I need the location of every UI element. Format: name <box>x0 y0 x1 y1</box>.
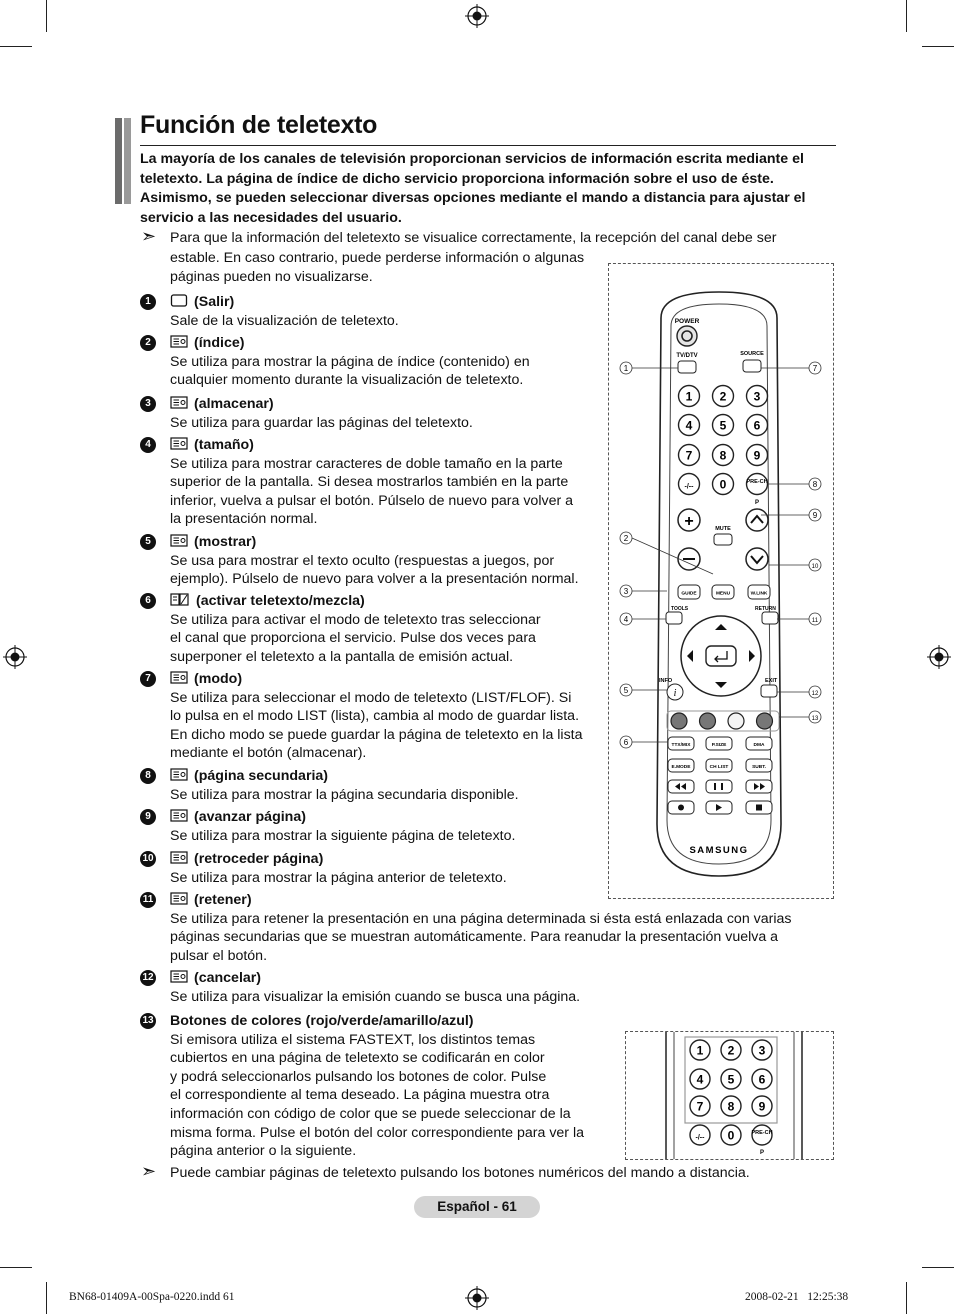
teletext-page-down-icon <box>170 850 188 865</box>
color-button <box>728 713 744 729</box>
registration-mark-icon <box>3 645 27 669</box>
digit-label: 5 <box>727 1072 735 1087</box>
description-line: pulsar el botón. <box>170 947 268 964</box>
digit-label: 1 <box>696 1043 704 1058</box>
item-description <box>170 910 792 966</box>
callout-number: 9 <box>812 511 818 520</box>
item-number-badge: 13 <box>140 1013 156 1029</box>
digit-label: 7 <box>696 1099 704 1114</box>
record-icon <box>678 805 684 811</box>
item-heading <box>170 592 365 611</box>
digit-label: 7 <box>685 448 693 463</box>
color-button <box>671 713 687 729</box>
item-title: Botones de colores (rojo/verde/amarillo/azul) <box>170 1013 474 1029</box>
description-line: Se utiliza para mostrar la página anterior de teletexto. <box>170 869 507 886</box>
subt-label: SUBT. <box>752 765 766 770</box>
item-description <box>170 786 519 805</box>
note-line: páginas pueden no visualizarse. <box>170 269 373 285</box>
description-line: Se utiliza para retener la presentación en una página determinada si ésta está enlazada con varias <box>170 910 792 927</box>
note-line: Para que la información del teletexto se visualice correctamente, la recepción del canal debe ser <box>170 230 777 246</box>
digit-label: 5 <box>719 418 727 433</box>
item-number-badge: 4 <box>140 437 156 453</box>
description-line: cubiertos en una página de teletexto se codificarán en color <box>170 1050 545 1067</box>
chlist-label: CH LIST <box>709 765 729 770</box>
tools-label: TOOLS <box>671 606 689 612</box>
description-line: lo pulsa en el modo LIST (lista), cambia al modo de guardar lista. <box>170 708 580 725</box>
item-description <box>170 611 541 667</box>
item-title: (índice) <box>194 335 245 351</box>
prech-label: PRE-CH <box>746 479 768 485</box>
description-line: Si emisora utiliza el sistema FASTEXT, los distintos temas <box>170 1031 536 1048</box>
digit-label: -/-- <box>684 483 694 491</box>
item-title: (retroceder página) <box>194 851 324 867</box>
print-file-name: BN68-01409A-00Spa-0220.indd 61 <box>69 1291 235 1303</box>
digit-label: 0 <box>727 1128 735 1143</box>
item-number-badge: 3 <box>140 396 156 412</box>
item-description <box>170 1031 584 1161</box>
item-title: (almacenar) <box>194 396 274 412</box>
digit-label: 3 <box>758 1043 766 1058</box>
item-number-badge: 7 <box>140 671 156 687</box>
description-line: página anterior o la siguiente. <box>170 1143 357 1160</box>
teletext-reveal-icon <box>170 533 188 548</box>
enter-button <box>706 646 736 666</box>
tools-button <box>666 612 682 624</box>
item-heading <box>170 670 242 689</box>
digit-label: 3 <box>753 389 761 404</box>
callout-number: 2 <box>623 534 629 543</box>
description-line: páginas secundarias que se muestran automáticamente. Para reanudar la presentación vuelva a <box>170 929 779 946</box>
item-description <box>170 827 515 846</box>
crop-mark <box>906 1282 907 1314</box>
teletext-size-icon <box>170 436 188 451</box>
description-line: cualquier momento durante la visualización de teletexto. <box>170 372 524 389</box>
remote-control-illustration <box>609 264 833 898</box>
title-rule <box>140 145 836 146</box>
description-line: Se utiliza para visualizar la emisión cuando se busca una página. <box>170 988 581 1005</box>
item-number-badge: 1 <box>140 294 156 310</box>
item-number-badge: 6 <box>140 593 156 609</box>
note-arrow-icon: ➣ <box>141 226 157 246</box>
callout-number: 13 <box>811 716 819 722</box>
color-button <box>700 713 716 729</box>
callout-number: 7 <box>812 364 818 373</box>
emode-label: E.MODE <box>671 765 691 770</box>
callout-number: 10 <box>811 564 819 570</box>
callout-number: 1 <box>623 364 629 373</box>
description-line: En dicho modo se puede guardar la página de teletexto en la lista <box>170 726 583 743</box>
stop-icon <box>756 805 762 811</box>
digit-label: 4 <box>696 1072 704 1087</box>
digit-label: 9 <box>753 448 761 463</box>
teletext-page-up-icon <box>170 808 188 823</box>
description-line: ejemplo). Púlselo de nuevo para volver a la presentación normal. <box>170 571 579 588</box>
power-button <box>677 326 697 346</box>
return-button <box>762 612 778 624</box>
crop-mark <box>922 1267 954 1268</box>
registration-mark-icon <box>465 4 489 28</box>
item-heading <box>170 533 256 552</box>
item-heading <box>170 334 244 353</box>
psize-label: P.SIZE <box>711 743 727 748</box>
description-line: y podrá seleccionarlos pulsando los botones de color. Pulse <box>170 1068 547 1085</box>
item-title: (avanzar página) <box>194 809 306 825</box>
dma-label: DMA <box>753 743 765 748</box>
item-description <box>170 312 399 331</box>
exit-button <box>761 685 777 697</box>
callout-number: 8 <box>812 480 818 489</box>
description-line: superior de la pantalla. Si desea mostrarlos también en la parte <box>170 474 569 491</box>
digit-label: 2 <box>727 1043 735 1058</box>
crop-mark <box>46 1282 47 1314</box>
guide-label: GUIDE <box>681 591 697 597</box>
digit-label: 9 <box>758 1099 766 1114</box>
tvdtv-label: TV/DTV <box>676 353 698 359</box>
item-number-badge: 10 <box>140 851 156 867</box>
digit-label: 6 <box>758 1072 766 1087</box>
digit-label: 2 <box>719 389 727 404</box>
description-line: la presentación normal. <box>170 511 318 528</box>
item-description <box>170 869 507 888</box>
digit-label: 6 <box>753 418 761 433</box>
wlink-label: W.LINK <box>750 591 768 597</box>
callout-number: 4 <box>623 615 629 624</box>
title-accent-bar <box>115 118 122 204</box>
item-title: (modo) <box>194 671 243 687</box>
description-line: superponer el teletexto a la pantalla de emisión actual. <box>170 648 514 665</box>
digit-label: 4 <box>685 418 693 433</box>
source-label: SOURCE <box>740 351 764 357</box>
crop-mark <box>922 46 954 47</box>
return-label: RETURN <box>755 606 776 612</box>
registration-mark-icon <box>927 645 951 669</box>
digit-label: -/-- <box>695 1134 705 1142</box>
title-accent-bar <box>124 118 131 204</box>
item-number-badge: 8 <box>140 768 156 784</box>
prech-label: PRE-CH <box>751 1130 773 1136</box>
crop-mark <box>46 0 47 32</box>
item-heading <box>170 767 328 786</box>
mute-label: MUTE <box>715 526 731 532</box>
teletext-index-icon <box>170 334 188 349</box>
remote-illustration-frame <box>608 263 834 899</box>
description-line: Se utiliza para activar el modo de teletexto tras seleccionar <box>170 611 541 628</box>
description-line: el canal que proporciona el servicio. Pulse dos veces para <box>170 630 536 647</box>
item-title: (Salir) <box>194 294 235 310</box>
teletext-subpage-icon <box>170 767 188 782</box>
item-title: (activar teletexto/mezcla) <box>196 593 365 609</box>
note-line: estable. En caso contrario, puede perderse información o algunas <box>170 250 585 266</box>
digit-label: 8 <box>719 448 727 463</box>
item-heading <box>170 969 261 988</box>
item-title: (mostrar) <box>194 534 257 550</box>
info-label: INFO <box>659 678 673 684</box>
item-heading <box>170 891 252 910</box>
page-title: Función de teletexto <box>140 111 378 139</box>
description-line: el correspondiente al tema deseado. La página muestra otra <box>170 1087 550 1104</box>
item-number-badge: 12 <box>140 970 156 986</box>
description-line: Se utiliza para mostrar la página de índice (contenido) en <box>170 353 530 370</box>
playback-button <box>706 780 732 793</box>
crop-mark <box>0 1267 32 1268</box>
source-button <box>743 360 761 372</box>
item-description <box>170 988 580 1007</box>
teletext-mix-icon <box>170 592 190 607</box>
description-line: mediante el botón (almacenar). <box>170 745 367 762</box>
registration-mark-icon <box>465 1286 489 1310</box>
crop-mark <box>0 46 32 47</box>
digit-label: 1 <box>685 389 693 404</box>
tvdtv-button <box>678 361 696 373</box>
item-number-badge: 11 <box>140 892 156 908</box>
item-number-badge: 2 <box>140 335 156 351</box>
item-title: (retener) <box>194 892 252 908</box>
item-title: (página secundaria) <box>194 768 329 784</box>
exit-square-icon <box>170 293 188 308</box>
description-line: Se utiliza para mostrar la siguiente página de teletexto. <box>170 827 516 844</box>
keypad-illustration-frame <box>625 1031 834 1160</box>
item-heading <box>170 395 274 414</box>
item-description <box>170 552 579 589</box>
description-line: Sale de la visualización de teletexto. <box>170 312 399 329</box>
description-line: Se utiliza para guardar las páginas del teletexto. <box>170 414 473 431</box>
numeric-keypad-illustration <box>626 1032 833 1159</box>
print-timestamp: 2008-02-21 12:25:38 <box>745 1291 849 1303</box>
description-line: Se usa para mostrar el texto oculto (respuestas a juegos, por <box>170 552 555 569</box>
item-description <box>170 414 473 433</box>
item-description <box>170 353 530 390</box>
description-line: inferior, vuelva a pulsar el botón. Púlselo de nuevo para volver a <box>170 492 574 509</box>
description-line: Se utiliza para mostrar caracteres de doble tamaño en la parte <box>170 455 563 472</box>
description-line: Se utiliza para seleccionar el modo de teletexto (LIST/FLOF). Si <box>170 689 572 706</box>
plus-icon: + <box>684 513 694 530</box>
ttxmix-label: TTX/MIX <box>671 743 691 748</box>
item-title: (tamaño) <box>194 437 254 453</box>
page-number-badge: Español - 61 <box>414 1196 540 1218</box>
callout-number: 5 <box>623 686 629 695</box>
callout-number: 11 <box>811 618 819 624</box>
item-title: (cancelar) <box>194 970 262 986</box>
teletext-store-icon <box>170 395 188 410</box>
note-arrow-icon: ➣ <box>141 1161 157 1181</box>
menu-label: MENU <box>715 591 731 597</box>
color-button <box>757 713 773 729</box>
item-heading <box>170 436 254 455</box>
note-line: Puede cambiar páginas de teletexto pulsando los botones numéricos del mando a distancia. <box>170 1165 750 1181</box>
callout-number: 6 <box>623 738 629 747</box>
item-description <box>170 455 573 529</box>
item-description <box>170 689 583 763</box>
item-number-badge: 5 <box>140 534 156 550</box>
power-label: POWER <box>674 318 700 325</box>
channel-down-button <box>746 548 768 570</box>
item-heading <box>170 1012 474 1031</box>
description-line: información con código de color que se puede seleccionar de la <box>170 1105 571 1122</box>
mute-button <box>714 534 732 545</box>
item-number-badge: 9 <box>140 809 156 825</box>
description-line: Se utiliza para mostrar la página secundaria disponible. <box>170 786 519 803</box>
item-heading <box>170 293 234 312</box>
info-icon: i <box>673 688 677 699</box>
callout-number: 3 <box>623 587 629 596</box>
intro-paragraph: La mayoría de los canales de televisión proporcionan servicios de información escrita mediante el teletexto. La página de índice de dicho servicio proporciona información sobre el uso de éste. Asimismo, se pueden seleccionar diversas opciones mediante el mando a distancia para ajustar el servicio a las necesidades del usuario. <box>140 151 806 226</box>
item-heading <box>170 850 323 869</box>
teletext-mode-icon <box>170 670 188 685</box>
p-label: P <box>754 500 760 506</box>
item-heading <box>170 808 306 827</box>
digit-label: 8 <box>727 1099 735 1114</box>
exit-label: EXIT <box>765 678 778 684</box>
channel-up-button <box>746 509 768 531</box>
callout-number: 12 <box>811 691 819 697</box>
crop-mark <box>906 0 907 32</box>
description-line: misma forma. Pulse el botón del color correspondiente para ver la <box>170 1124 585 1141</box>
teletext-cancel-icon <box>170 969 188 984</box>
p-label: P <box>759 1150 765 1156</box>
brand-logo: SAMSUNG <box>689 845 749 856</box>
digit-label: 0 <box>719 477 727 492</box>
teletext-hold-icon <box>170 891 188 906</box>
